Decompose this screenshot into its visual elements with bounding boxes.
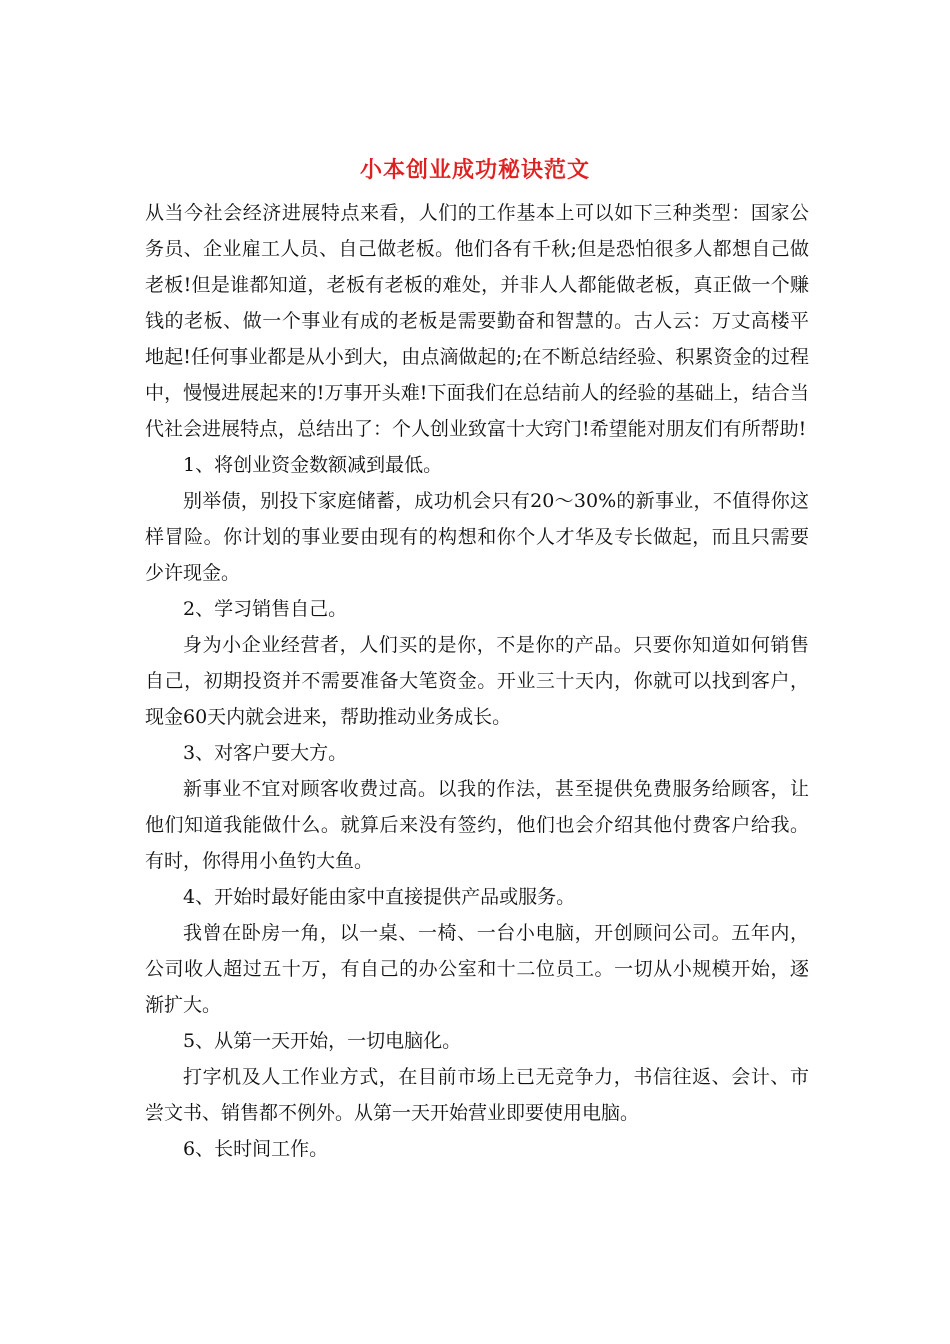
tip-4-heading: 4、开始时最好能由家中直接提供产品或服务。: [183, 886, 576, 908]
tip-6-heading: 6、长时间工作。: [183, 1138, 329, 1160]
tip-2-paragraph: 身为小企业经营者，人们买的是你，不是你的产品。只要你知道如何销售自己，初期投资并不需要准备大笔资金。开业三十天内，你就可以找到客户，现金60天内就会进来，帮助推动业务成长。: [145, 634, 809, 728]
tip-1-paragraph: 别举债，别投下家庭储蓄，成功机会只有20～30%的新事业，不值得你这样冒险。你计划的事业要由现有的构想和你个人才华及专长做起，而且只需要少许现金。: [145, 490, 809, 584]
tip-1-heading: 1、将创业资金数额减到最低。: [183, 454, 443, 476]
tip-5-paragraph: 打字机及人工作业方式，在目前市场上已无竞争力，书信往返、会计、市尝文书、销售都不例外。从第一天开始营业即要使用电脑。: [145, 1066, 809, 1124]
document-body: [145, 195, 809, 1167]
tip-5-heading: 5、从第一天开始，一切电脑化。: [183, 1030, 462, 1052]
tip-4-paragraph: 我曾在卧房一角，以一桌、一椅、一台小电脑，开创顾问公司。五年内，公司收人超过五十万，有自己的办公室和十二位员工。一切从小规模开始，逐渐扩大。: [145, 922, 809, 1016]
tip-3-heading: 3、对客户要大方。: [183, 742, 348, 764]
tip-3-paragraph: 新事业不宜对顾客收费过高。以我的作法，甚至提供免费服务给顾客，让他们知道我能做什么。就算后来没有签约，他们也会介绍其他付费客户给我。有时，你得用小鱼钓大鱼。: [145, 778, 809, 872]
intro-paragraph: 从当今社会经济进展特点来看，人们的工作基本上可以如下三种类型：国家公务员、企业雇工人员、自己做老板。他们各有千秋;但是恐怕很多人都想自己做老板!但是谁都知道，老板有老板的难处，并非人人都能做老板，真正做一个赚钱的老板、做一个事业有成的老板是需要勤奋和智慧的。古人云：万丈高楼平地起!任何事业都是从小到大，由点滴做起的;在不断总结经验、积累资金的过程中，慢慢进展起来的!万事开头难!下面我们在总结前人的经验的基础上，结合当代社会进展特点，总结出了：个人创业致富十大窍门!希望能对朋友们有所帮助!: [145, 202, 809, 440]
tip-2-heading: 2、学习销售自己。: [183, 598, 348, 620]
document-title: 小本创业成功秘诀范文: [359, 157, 590, 183]
